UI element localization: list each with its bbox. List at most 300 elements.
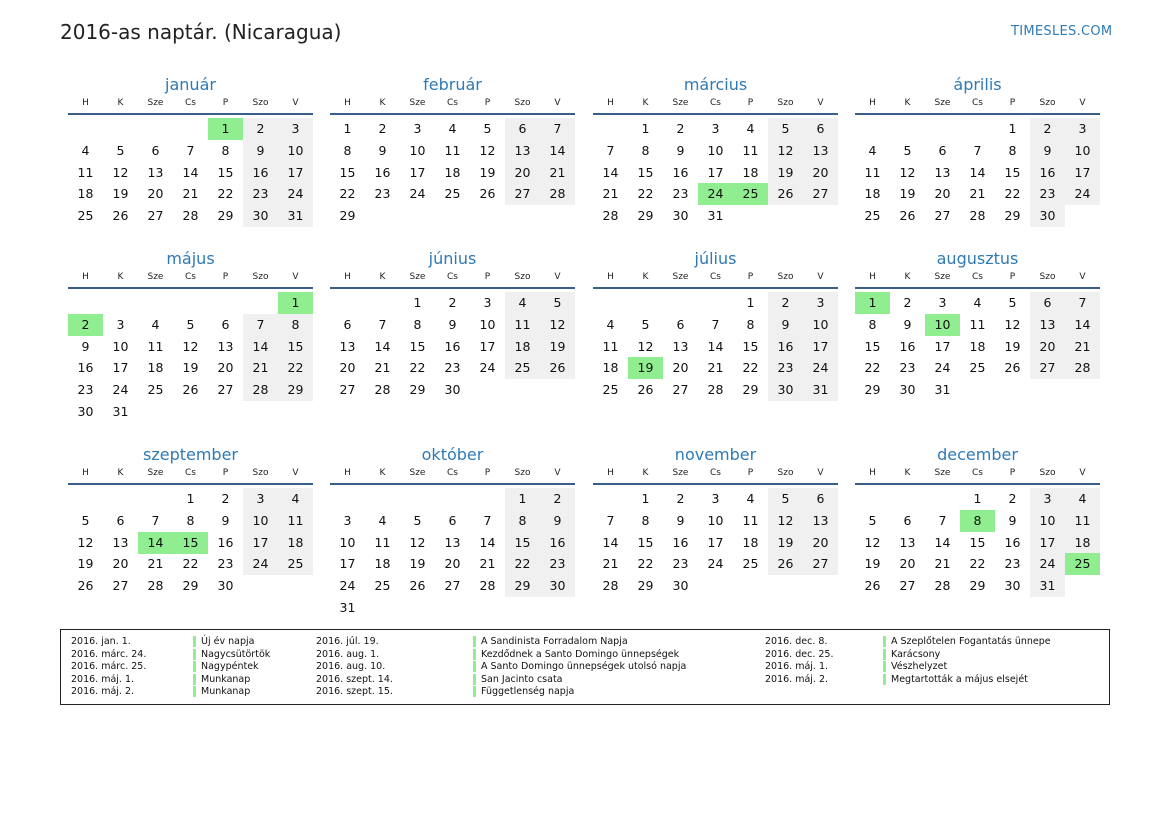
day-cell[interactable]: 12 [899, 164, 916, 180]
day-cell[interactable]: 4 [81, 142, 90, 158]
day-cell[interactable]: 17 [112, 360, 129, 376]
day-cell[interactable]: 27 [899, 578, 916, 594]
day-cell[interactable]: 22 [505, 553, 540, 575]
day-cell[interactable]: 6 [151, 142, 160, 158]
day-cell[interactable]: 4 [278, 488, 313, 510]
day-cell[interactable]: 23 [540, 553, 575, 575]
day-cell[interactable]: 31 [934, 382, 951, 398]
day-cell[interactable]: 30 [217, 578, 234, 594]
day-cell[interactable]: 5 [768, 488, 803, 510]
day-cell[interactable]: 25 [374, 578, 391, 594]
day-cell[interactable]: 2 [676, 491, 685, 506]
day-cell[interactable]: 8 [505, 510, 540, 532]
day-cell[interactable]: 2 [243, 118, 278, 140]
day-cell[interactable]: 10 [479, 316, 496, 332]
day-cell[interactable]: 22 [864, 360, 881, 376]
day-cell[interactable]: 21 [1065, 336, 1100, 358]
day-cell[interactable]: 17 [243, 532, 278, 554]
day-cell[interactable]: 26 [409, 578, 426, 594]
day-cell[interactable]: 15 [637, 534, 654, 550]
day-cell[interactable]: 19 [864, 556, 881, 572]
day-cell[interactable]: 18 [1065, 532, 1100, 554]
day-cell[interactable]: 11 [742, 512, 759, 528]
day-cell[interactable]: 22 [278, 357, 313, 379]
day-cell[interactable]: 28 [707, 382, 724, 398]
day-cell[interactable]: 17 [1065, 162, 1100, 184]
day-cell[interactable]: 13 [1030, 314, 1065, 336]
day-cell[interactable]: 22 [339, 186, 356, 202]
day-cell[interactable]: 29 [505, 575, 540, 597]
day-cell[interactable]: 26 [768, 553, 803, 575]
day-cell[interactable]: 26 [1004, 360, 1021, 376]
day-cell[interactable]: 16 [217, 534, 234, 550]
day-cell[interactable]: 26 [182, 382, 199, 398]
day-cell[interactable]: 22 [217, 186, 234, 202]
day-cell[interactable]: 8 [641, 142, 650, 158]
day-cell[interactable]: 25 [1065, 553, 1100, 575]
day-cell[interactable]: 28 [1065, 357, 1100, 379]
day-cell[interactable]: 1 [413, 295, 422, 310]
day-cell[interactable]: 31 [339, 600, 356, 615]
day-cell[interactable]: 7 [540, 118, 575, 140]
day-cell[interactable]: 3 [243, 488, 278, 510]
day-cell[interactable]: 15 [637, 164, 654, 180]
day-cell[interactable]: 14 [1065, 314, 1100, 336]
day-cell[interactable]: 11 [444, 142, 461, 158]
day-cell[interactable]: 10 [339, 534, 356, 550]
day-cell[interactable]: 1 [278, 292, 313, 314]
day-cell[interactable]: 26 [479, 186, 496, 202]
day-cell[interactable]: 1 [186, 491, 195, 506]
day-cell[interactable]: 22 [637, 556, 654, 572]
day-cell[interactable]: 14 [243, 336, 278, 358]
day-cell[interactable]: 15 [864, 338, 881, 354]
day-cell[interactable]: 7 [151, 512, 160, 528]
day-cell[interactable]: 11 [278, 510, 313, 532]
day-cell[interactable]: 29 [217, 208, 234, 224]
day-cell[interactable]: 17 [803, 336, 838, 358]
day-cell[interactable]: 8 [413, 316, 422, 332]
day-cell[interactable]: 14 [969, 164, 986, 180]
day-cell[interactable]: 16 [672, 534, 689, 550]
day-cell[interactable]: 4 [973, 295, 982, 310]
day-cell[interactable]: 11 [147, 338, 164, 354]
day-cell[interactable]: 14 [374, 338, 391, 354]
day-cell[interactable]: 10 [112, 338, 129, 354]
day-cell[interactable]: 29 [278, 379, 313, 401]
day-cell[interactable]: 21 [707, 360, 724, 376]
day-cell[interactable]: 1 [641, 121, 650, 136]
day-cell[interactable]: 4 [868, 142, 877, 158]
day-cell[interactable]: 29 [742, 382, 759, 398]
day-cell[interactable]: 31 [707, 208, 724, 224]
day-cell[interactable]: 21 [969, 186, 986, 202]
day-cell[interactable]: 11 [77, 164, 94, 180]
day-cell[interactable]: 17 [934, 338, 951, 354]
day-cell[interactable]: 13 [934, 164, 951, 180]
day-cell[interactable]: 3 [278, 118, 313, 140]
day-cell[interactable]: 3 [711, 491, 720, 506]
day-cell[interactable]: 12 [768, 140, 803, 162]
day-cell[interactable]: 1 [746, 295, 755, 310]
day-cell[interactable]: 24 [698, 183, 733, 205]
day-cell[interactable]: 3 [1030, 488, 1065, 510]
day-cell[interactable]: 5 [186, 316, 195, 332]
day-cell[interactable]: 24 [479, 360, 496, 376]
day-cell[interactable]: 8 [960, 510, 995, 532]
day-cell[interactable]: 16 [374, 164, 391, 180]
day-cell[interactable]: 23 [672, 186, 689, 202]
day-cell[interactable]: 28 [602, 578, 619, 594]
day-cell[interactable]: 3 [1065, 118, 1100, 140]
day-cell[interactable]: 27 [803, 183, 838, 205]
day-cell[interactable]: 28 [374, 382, 391, 398]
day-cell[interactable]: 13 [339, 338, 356, 354]
day-cell[interactable]: 8 [641, 512, 650, 528]
day-cell[interactable]: 29 [409, 382, 426, 398]
day-cell[interactable]: 5 [903, 142, 912, 158]
day-cell[interactable]: 15 [505, 532, 540, 554]
day-cell[interactable]: 14 [707, 338, 724, 354]
day-cell[interactable]: 19 [409, 556, 426, 572]
day-cell[interactable]: 7 [938, 512, 947, 528]
day-cell[interactable]: 27 [444, 578, 461, 594]
day-cell[interactable]: 8 [746, 316, 755, 332]
day-cell[interactable]: 12 [112, 164, 129, 180]
day-cell[interactable]: 9 [81, 338, 90, 354]
day-cell[interactable]: 6 [938, 142, 947, 158]
day-cell[interactable]: 22 [409, 360, 426, 376]
day-cell[interactable]: 12 [77, 534, 94, 550]
day-cell[interactable]: 30 [444, 382, 461, 398]
day-cell[interactable]: 21 [243, 357, 278, 379]
day-cell[interactable]: 6 [448, 512, 457, 528]
day-cell[interactable]: 15 [969, 534, 986, 550]
day-cell[interactable]: 31 [112, 404, 129, 419]
day-cell[interactable]: 16 [1004, 534, 1021, 550]
day-cell[interactable]: 30 [540, 575, 575, 597]
day-cell[interactable]: 1 [343, 121, 352, 136]
day-cell[interactable]: 3 [938, 295, 947, 310]
day-cell[interactable]: 6 [505, 118, 540, 140]
day-cell[interactable]: 29 [1004, 208, 1021, 224]
day-cell[interactable]: 20 [505, 162, 540, 184]
day-cell[interactable]: 14 [479, 534, 496, 550]
day-cell[interactable]: 2 [448, 295, 457, 310]
day-cell[interactable]: 23 [243, 183, 278, 205]
day-cell[interactable]: 28 [147, 578, 164, 594]
day-cell[interactable]: 24 [339, 578, 356, 594]
day-cell[interactable]: 4 [151, 316, 160, 332]
day-cell[interactable]: 13 [147, 164, 164, 180]
day-cell[interactable]: 25 [864, 208, 881, 224]
day-cell[interactable]: 17 [409, 164, 426, 180]
day-cell[interactable]: 29 [182, 578, 199, 594]
day-cell[interactable]: 16 [444, 338, 461, 354]
day-cell[interactable]: 17 [707, 164, 724, 180]
day-cell[interactable]: 19 [628, 357, 663, 379]
day-cell[interactable]: 19 [768, 532, 803, 554]
day-cell[interactable]: 20 [672, 360, 689, 376]
day-cell[interactable]: 25 [742, 556, 759, 572]
day-cell[interactable]: 27 [217, 382, 234, 398]
day-cell[interactable]: 25 [733, 183, 768, 205]
day-cell[interactable]: 18 [147, 360, 164, 376]
day-cell[interactable]: 8 [1008, 142, 1017, 158]
day-cell[interactable]: 15 [339, 164, 356, 180]
day-cell[interactable]: 13 [899, 534, 916, 550]
day-cell[interactable]: 16 [672, 164, 689, 180]
day-cell[interactable]: 6 [903, 512, 912, 528]
day-cell[interactable]: 9 [243, 140, 278, 162]
day-cell[interactable]: 5 [81, 512, 90, 528]
day-cell[interactable]: 6 [116, 512, 125, 528]
day-cell[interactable]: 23 [768, 357, 803, 379]
day-cell[interactable]: 2 [221, 491, 230, 506]
day-cell[interactable]: 8 [343, 142, 352, 158]
day-cell[interactable]: 14 [540, 140, 575, 162]
day-cell[interactable]: 24 [1065, 183, 1100, 205]
day-cell[interactable]: 18 [864, 186, 881, 202]
day-cell[interactable]: 27 [803, 553, 838, 575]
day-cell[interactable]: 15 [217, 164, 234, 180]
day-cell[interactable]: 31 [803, 379, 838, 401]
day-cell[interactable]: 10 [278, 140, 313, 162]
day-cell[interactable]: 13 [803, 510, 838, 532]
day-cell[interactable]: 18 [77, 186, 94, 202]
day-cell[interactable]: 21 [602, 186, 619, 202]
day-cell[interactable]: 24 [243, 553, 278, 575]
day-cell[interactable]: 14 [138, 532, 173, 554]
day-cell[interactable]: 14 [934, 534, 951, 550]
day-cell[interactable]: 4 [606, 316, 615, 332]
day-cell[interactable]: 26 [899, 208, 916, 224]
day-cell[interactable]: 17 [278, 162, 313, 184]
day-cell[interactable]: 22 [969, 556, 986, 572]
day-cell[interactable]: 26 [768, 183, 803, 205]
day-cell[interactable]: 6 [343, 316, 352, 332]
day-cell[interactable]: 5 [540, 292, 575, 314]
day-cell[interactable]: 11 [742, 142, 759, 158]
day-cell[interactable]: 13 [803, 140, 838, 162]
day-cell[interactable]: 2 [378, 121, 387, 136]
day-cell[interactable]: 23 [1030, 183, 1065, 205]
day-cell[interactable]: 11 [602, 338, 619, 354]
day-cell[interactable]: 2 [1008, 491, 1017, 506]
day-cell[interactable]: 24 [112, 382, 129, 398]
day-cell[interactable]: 4 [378, 512, 387, 528]
day-cell[interactable]: 21 [182, 186, 199, 202]
day-cell[interactable]: 27 [1030, 357, 1065, 379]
day-cell[interactable]: 15 [742, 338, 759, 354]
day-cell[interactable]: 1 [208, 118, 243, 140]
day-cell[interactable]: 1 [641, 491, 650, 506]
day-cell[interactable]: 11 [505, 314, 540, 336]
day-cell[interactable]: 13 [672, 338, 689, 354]
day-cell[interactable]: 30 [243, 205, 278, 227]
day-cell[interactable]: 26 [112, 208, 129, 224]
day-cell[interactable]: 3 [483, 295, 492, 310]
day-cell[interactable]: 17 [1030, 532, 1065, 554]
day-cell[interactable]: 1 [855, 292, 890, 314]
day-cell[interactable]: 22 [1004, 186, 1021, 202]
day-cell[interactable]: 6 [803, 488, 838, 510]
day-cell[interactable]: 23 [899, 360, 916, 376]
day-cell[interactable]: 10 [409, 142, 426, 158]
day-cell[interactable]: 1 [973, 491, 982, 506]
day-cell[interactable]: 6 [221, 316, 230, 332]
day-cell[interactable]: 25 [77, 208, 94, 224]
day-cell[interactable]: 15 [1004, 164, 1021, 180]
day-cell[interactable]: 19 [112, 186, 129, 202]
day-cell[interactable]: 30 [1030, 205, 1065, 227]
day-cell[interactable]: 19 [768, 162, 803, 184]
day-cell[interactable]: 5 [641, 316, 650, 332]
day-cell[interactable]: 15 [409, 338, 426, 354]
day-cell[interactable]: 12 [479, 142, 496, 158]
day-cell[interactable]: 5 [413, 512, 422, 528]
day-cell[interactable]: 24 [278, 183, 313, 205]
day-cell[interactable]: 2 [1030, 118, 1065, 140]
day-cell[interactable]: 25 [278, 553, 313, 575]
day-cell[interactable]: 26 [540, 357, 575, 379]
day-cell[interactable]: 18 [444, 164, 461, 180]
day-cell[interactable]: 5 [483, 121, 492, 136]
day-cell[interactable]: 23 [444, 360, 461, 376]
day-cell[interactable]: 20 [444, 556, 461, 572]
day-cell[interactable]: 2 [68, 314, 103, 336]
day-cell[interactable]: 5 [768, 118, 803, 140]
day-cell[interactable]: 4 [448, 121, 457, 136]
day-cell[interactable]: 30 [77, 404, 94, 419]
day-cell[interactable]: 16 [899, 338, 916, 354]
day-cell[interactable]: 2 [540, 488, 575, 510]
day-cell[interactable]: 30 [768, 379, 803, 401]
day-cell[interactable]: 8 [278, 314, 313, 336]
day-cell[interactable]: 2 [676, 121, 685, 136]
day-cell[interactable]: 9 [676, 512, 685, 528]
day-cell[interactable]: 11 [864, 164, 881, 180]
day-cell[interactable]: 10 [1030, 510, 1065, 532]
day-cell[interactable]: 17 [707, 534, 724, 550]
day-cell[interactable]: 20 [899, 556, 916, 572]
day-cell[interactable]: 16 [77, 360, 94, 376]
day-cell[interactable]: 12 [1004, 316, 1021, 332]
day-cell[interactable]: 18 [742, 164, 759, 180]
day-cell[interactable]: 3 [343, 512, 352, 528]
day-cell[interactable]: 29 [637, 208, 654, 224]
day-cell[interactable]: 12 [637, 338, 654, 354]
day-cell[interactable]: 12 [409, 534, 426, 550]
day-cell[interactable]: 27 [505, 183, 540, 205]
day-cell[interactable]: 18 [742, 534, 759, 550]
day-cell[interactable]: 13 [217, 338, 234, 354]
day-cell[interactable]: 11 [1065, 510, 1100, 532]
day-cell[interactable]: 4 [505, 292, 540, 314]
day-cell[interactable]: 17 [339, 556, 356, 572]
day-cell[interactable]: 7 [973, 142, 982, 158]
day-cell[interactable]: 12 [182, 338, 199, 354]
day-cell[interactable]: 12 [768, 510, 803, 532]
day-cell[interactable]: 28 [540, 183, 575, 205]
day-cell[interactable]: 23 [374, 186, 391, 202]
day-cell[interactable]: 7 [378, 316, 387, 332]
day-cell[interactable]: 31 [278, 205, 313, 227]
day-cell[interactable]: 18 [969, 338, 986, 354]
day-cell[interactable]: 25 [602, 382, 619, 398]
day-cell[interactable]: 20 [803, 162, 838, 184]
day-cell[interactable]: 19 [540, 336, 575, 358]
day-cell[interactable]: 12 [864, 534, 881, 550]
day-cell[interactable]: 25 [444, 186, 461, 202]
day-cell[interactable]: 29 [969, 578, 986, 594]
day-cell[interactable]: 4 [746, 121, 755, 136]
day-cell[interactable]: 30 [672, 208, 689, 224]
day-cell[interactable]: 9 [540, 510, 575, 532]
day-cell[interactable]: 2 [768, 292, 803, 314]
day-cell[interactable]: 16 [768, 336, 803, 358]
day-cell[interactable]: 13 [505, 140, 540, 162]
day-cell[interactable]: 10 [707, 512, 724, 528]
day-cell[interactable]: 24 [934, 360, 951, 376]
day-cell[interactable]: 21 [147, 556, 164, 572]
day-cell[interactable]: 7 [243, 314, 278, 336]
day-cell[interactable]: 23 [77, 382, 94, 398]
day-cell[interactable]: 22 [742, 360, 759, 376]
day-cell[interactable]: 10 [1065, 140, 1100, 162]
day-cell[interactable]: 19 [1004, 338, 1021, 354]
day-cell[interactable]: 20 [803, 532, 838, 554]
day-cell[interactable]: 27 [112, 578, 129, 594]
day-cell[interactable]: 28 [602, 208, 619, 224]
day-cell[interactable]: 3 [803, 292, 838, 314]
day-cell[interactable]: 23 [672, 556, 689, 572]
day-cell[interactable]: 12 [540, 314, 575, 336]
day-cell[interactable]: 20 [339, 360, 356, 376]
day-cell[interactable]: 6 [803, 118, 838, 140]
day-cell[interactable]: 27 [339, 382, 356, 398]
day-cell[interactable]: 28 [182, 208, 199, 224]
day-cell[interactable]: 20 [112, 556, 129, 572]
day-cell[interactable]: 30 [1004, 578, 1021, 594]
day-cell[interactable]: 15 [173, 532, 208, 554]
day-cell[interactable]: 9 [448, 316, 457, 332]
day-cell[interactable]: 23 [217, 556, 234, 572]
day-cell[interactable]: 6 [676, 316, 685, 332]
day-cell[interactable]: 1 [1008, 121, 1017, 136]
day-cell[interactable]: 27 [672, 382, 689, 398]
day-cell[interactable]: 7 [711, 316, 720, 332]
day-cell[interactable]: 9 [1030, 140, 1065, 162]
day-cell[interactable]: 30 [899, 382, 916, 398]
day-cell[interactable]: 8 [186, 512, 195, 528]
day-cell[interactable]: 21 [602, 556, 619, 572]
day-cell[interactable]: 15 [278, 336, 313, 358]
day-cell[interactable]: 14 [602, 534, 619, 550]
day-cell[interactable]: 31 [1030, 575, 1065, 597]
day-cell[interactable]: 9 [1008, 512, 1017, 528]
day-cell[interactable]: 21 [540, 162, 575, 184]
day-cell[interactable]: 7 [186, 142, 195, 158]
day-cell[interactable]: 18 [374, 556, 391, 572]
day-cell[interactable]: 23 [1004, 556, 1021, 572]
day-cell[interactable]: 28 [969, 208, 986, 224]
day-cell[interactable]: 21 [934, 556, 951, 572]
day-cell[interactable]: 20 [147, 186, 164, 202]
day-cell[interactable]: 25 [505, 357, 540, 379]
day-cell[interactable]: 9 [676, 142, 685, 158]
day-cell[interactable]: 21 [374, 360, 391, 376]
